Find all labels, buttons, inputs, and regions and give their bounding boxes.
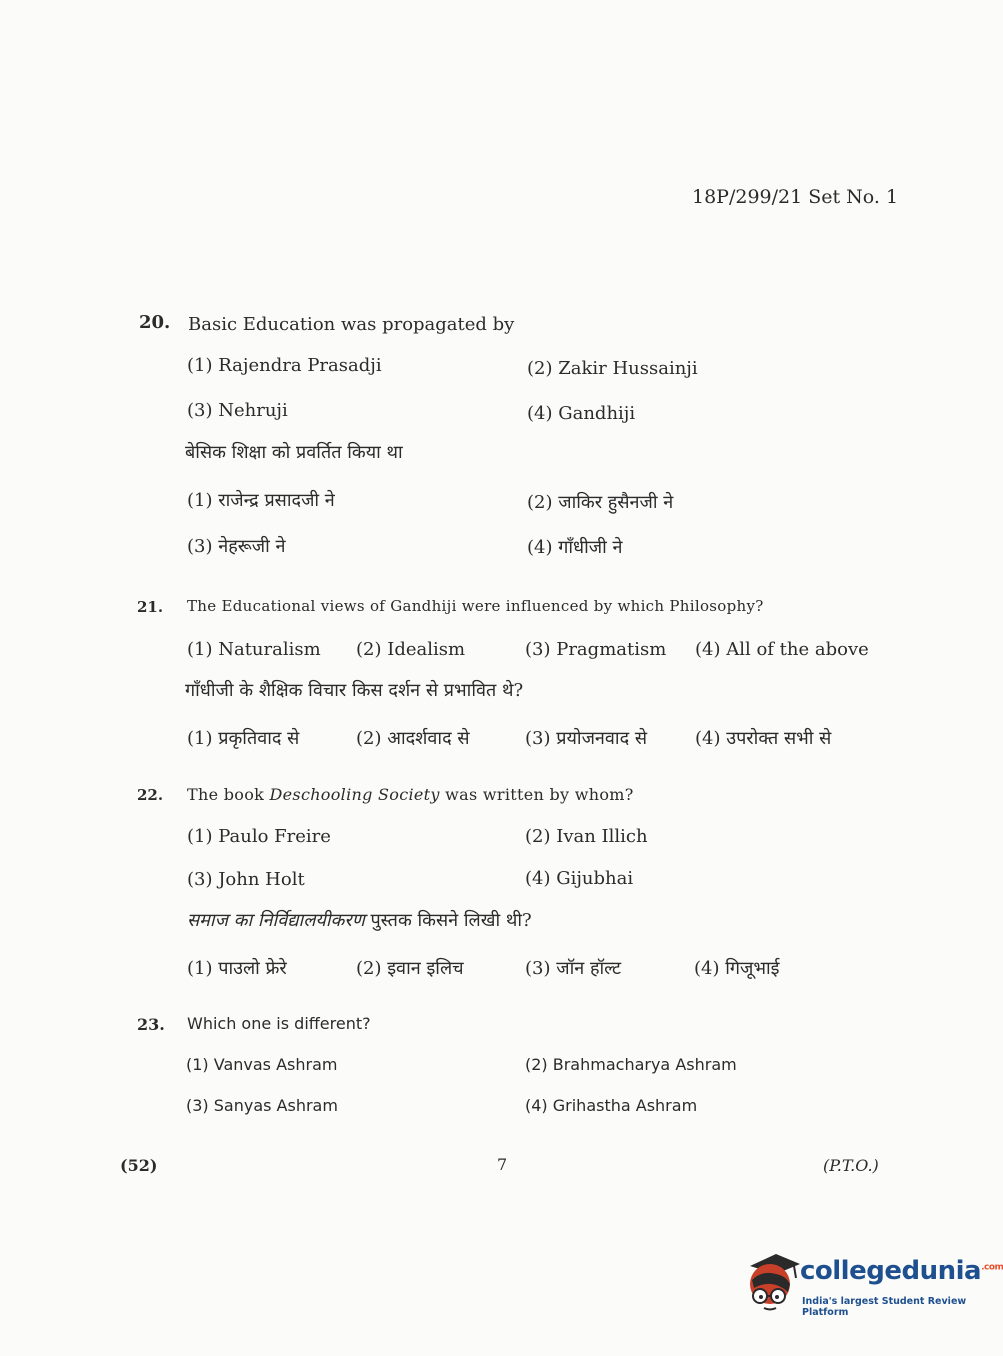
option: (3) Pragmatism bbox=[525, 639, 667, 660]
question-number: 23. bbox=[137, 1015, 165, 1034]
option: (1) Paulo Freire bbox=[187, 826, 331, 847]
option: (1) Rajendra Prasadji bbox=[187, 355, 382, 376]
option: (3) Nehruji bbox=[187, 400, 288, 421]
question-text-post: was written by whom? bbox=[445, 785, 634, 804]
option: (2) Brahmacharya Ashram bbox=[525, 1055, 737, 1074]
option: (4) All of the above bbox=[695, 639, 869, 660]
option: (1) Naturalism bbox=[187, 639, 321, 660]
brand-tagline: India's largest Student Review Platform bbox=[802, 1296, 967, 1318]
question-text: The Educational views of Gandhiji were influenced by which Philosophy? bbox=[187, 597, 764, 615]
question-number: 22. bbox=[137, 786, 164, 804]
option-hindi: (2) जाकिर हुसैनजी ने bbox=[527, 492, 674, 513]
option-hindi: (3) जॉन हॉल्ट bbox=[525, 958, 622, 979]
option-hindi: (2) आदर्शवाद से bbox=[356, 728, 470, 749]
option: (3) Sanyas Ashram bbox=[186, 1096, 338, 1115]
option-hindi: (2) इवान इलिच bbox=[356, 958, 464, 979]
pto-label: (P.T.O.) bbox=[823, 1156, 879, 1175]
option: (4) Grihastha Ashram bbox=[525, 1096, 698, 1115]
question-number: 20. bbox=[139, 312, 171, 333]
option-hindi: (3) प्रयोजनवाद से bbox=[525, 728, 648, 749]
set-number: 18P/299/21 Set No. 1 bbox=[692, 186, 899, 208]
option-hindi: (4) गाँधीजी ने bbox=[527, 537, 623, 558]
student-mascot-icon bbox=[742, 1248, 800, 1314]
brand-name-text: collegedunia bbox=[800, 1256, 982, 1286]
page-number: 7 bbox=[497, 1155, 508, 1174]
question-number: 21. bbox=[137, 598, 164, 616]
option: (4) Gandhiji bbox=[527, 403, 636, 424]
collegedunia-watermark bbox=[742, 1248, 1003, 1318]
option: (2) Ivan Illich bbox=[525, 826, 648, 847]
option-hindi: (4) उपरोक्त सभी से bbox=[695, 728, 832, 749]
question-text-pre: The book bbox=[187, 785, 265, 804]
option-hindi: (4) गिजूभाई bbox=[694, 958, 780, 979]
book-title: Deschooling Society bbox=[269, 785, 440, 804]
option-hindi: (1) प्रकृतिवाद से bbox=[187, 728, 300, 749]
option: (3) John Holt bbox=[187, 869, 305, 890]
question-text: Which one is different? bbox=[187, 1014, 371, 1033]
option: (2) Zakir Hussainji bbox=[527, 358, 698, 379]
footer-code: (52) bbox=[120, 1156, 158, 1175]
option-hindi: (1) पाउलो फ्रेरे bbox=[187, 958, 287, 979]
option-hindi: (3) नेहरूजी ने bbox=[187, 536, 286, 557]
option: (1) Vanvas Ashram bbox=[186, 1055, 338, 1074]
option-hindi: (1) राजेन्द्र प्रसादजी ने bbox=[187, 490, 335, 511]
option: (2) Idealism bbox=[356, 639, 466, 660]
brand-suffix: .com bbox=[981, 1262, 1003, 1273]
book-title-hindi: समाज का निर्विद्यालयीकरण bbox=[187, 910, 365, 931]
option: (4) Gijubhai bbox=[525, 868, 634, 889]
question-text bbox=[187, 785, 634, 804]
question-text-hindi-post: पुस्तक किसने लिखी थी? bbox=[370, 910, 532, 931]
brand-name bbox=[800, 1256, 1003, 1286]
question-text-hindi: बेसिक शिक्षा को प्रवर्तित किया था bbox=[185, 442, 403, 463]
question-text-hindi bbox=[187, 908, 532, 932]
question-text-hindi: गाँधीजी के शैक्षिक विचार किस दर्शन से प्रभावित थे? bbox=[185, 680, 524, 701]
question-text: Basic Education was propagated by bbox=[188, 314, 515, 335]
